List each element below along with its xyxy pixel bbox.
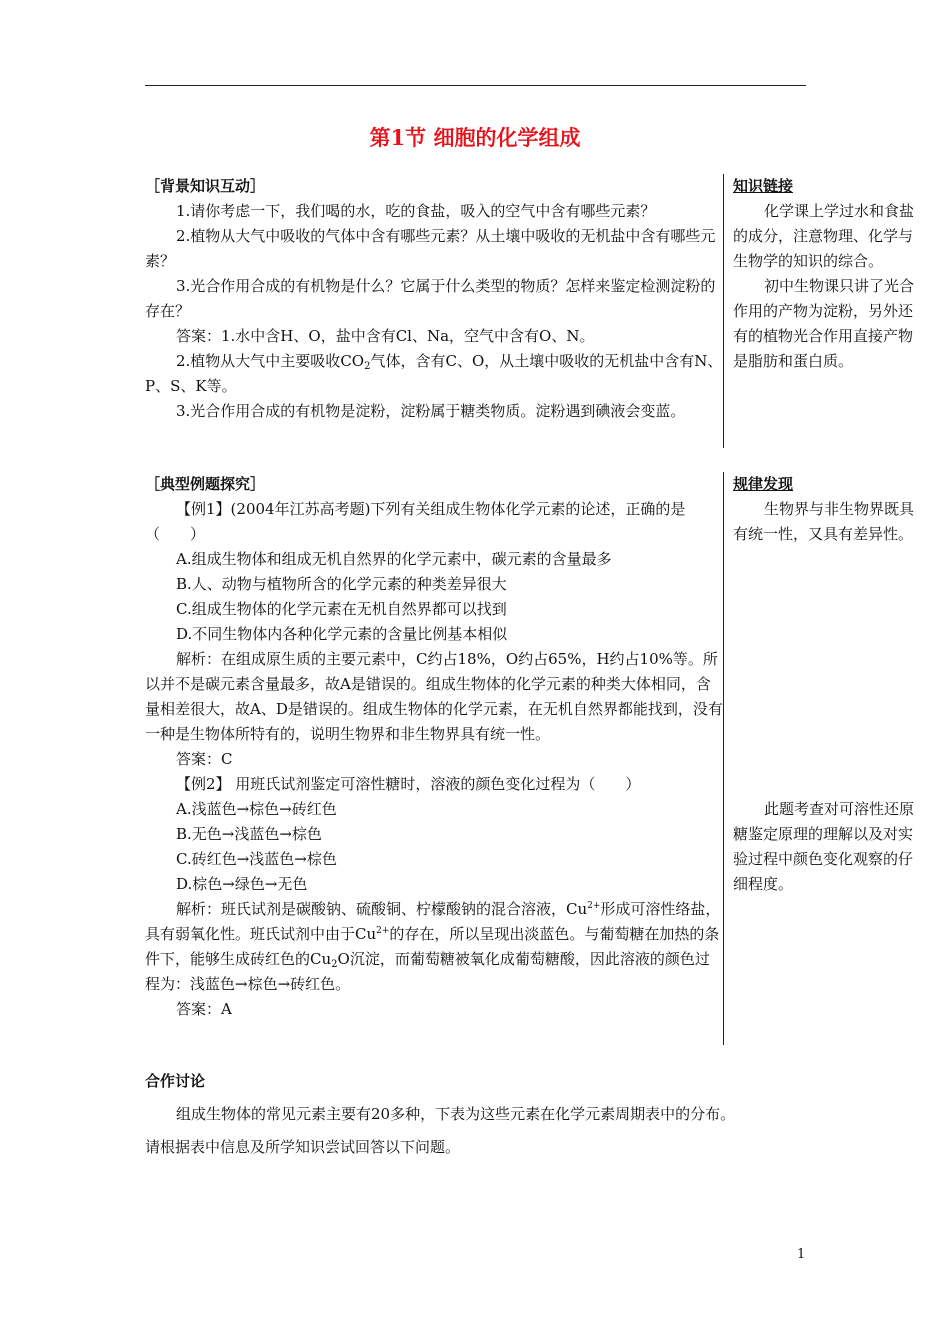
example-1-option-c: C.组成生物体的化学元素在无机自然界都可以找到 bbox=[176, 600, 507, 618]
section-heading: ［背景知识互动］ bbox=[145, 177, 266, 195]
example-2-option-a: A.浅蓝色→棕色→砖红色 bbox=[176, 800, 337, 818]
example-1-stem: 【例1】(2004年江苏高考题)下列有关组成生物体化学元素的论述，正确的是（ ） bbox=[145, 500, 686, 543]
example-2-option-c: C.砖红色→浅蓝色→棕色 bbox=[176, 850, 337, 868]
question-1: 1.请你考虑一下，我们喝的水，吃的食盐，吸入的空气中含有哪些元素？ bbox=[176, 202, 656, 220]
note-paragraph: 化学课上学过水和食盐的成分，注意物理、化学与生物学的知识的综合。 bbox=[733, 202, 915, 270]
knowledge-link-note bbox=[733, 174, 926, 374]
example-2-analysis: 解析：班氏试剂是碳酸钠、硫酸铜、柠檬酸钠的混合溶液，$Cu^{2+}$形成可溶性络盐，具有弱氧化性。班氏试剂中由于$Cu^{2+}$的存在，所以呈现出淡蓝色。与葡萄糖在加热的条件下，能够生成砖红色的$Cu_2O$沉淀，而葡萄糖被氧化成葡萄糖酸，因此溶液的颜色过程为：浅蓝色→棕色→砖红色。 bbox=[145, 900, 721, 993]
question-2: 2.植物从大气中吸收的气体中含有哪些元素？从土壤中吸收的无机盐中含有哪些元素？ bbox=[145, 227, 716, 270]
margin-divider bbox=[723, 174, 724, 448]
example-1-analysis: 解析：在组成原生质的主要元素中，C约占18%，O约占65%，H约占10%等。所以并不是碳元素含量最多，故A是错误的。组成生物体的化学元素的种类大体相同，含量相差很大，故A、D是错误的。组成生物体的化学元素，在无机自然界都能找到，没有一种是生物体所特有的，说明生物界和非生物界具有统一性。 bbox=[145, 650, 723, 743]
page-title: 第1节 细胞的化学组成 bbox=[369, 125, 581, 150]
note-paragraph: 生物界与非生物界既具有统一性，又具有差异性。 bbox=[733, 500, 915, 543]
discussion-paragraph: 组成生物体的常见元素主要有20多种，下表为这些元素在化学元素周期表中的分布。 bbox=[176, 1105, 736, 1123]
question-3: 3.光合作用合成的有机物是什么？它属于什么类型的物质？怎样来鉴定检测淀粉的存在？ bbox=[145, 277, 716, 320]
example-1-option-b: B.人、动物与植物所含的化学元素的种类差异很大 bbox=[176, 575, 507, 593]
answer-3: 3.光合作用合成的有机物是淀粉，淀粉属于糖类物质。淀粉遇到碘液会变蓝。 bbox=[176, 402, 686, 420]
header-rule bbox=[145, 85, 806, 86]
note-paragraph: 此题考查对可溶性还原糖鉴定原理的理解以及对实验过程中颜色变化观察的仔细程度。 bbox=[733, 800, 915, 893]
answer-2: 2.植物从大气中主要吸收$CO_2$气体，含有C、O，从土壤中吸收的无机盐中含有N、P、S、K等。 bbox=[145, 352, 723, 395]
example-2-option-b: B.无色→浅蓝色→棕色 bbox=[176, 825, 322, 843]
example-1-answer: 答案：C bbox=[176, 750, 233, 768]
example-1-option-a: A.组成生物体和组成无机自然界的化学元素中，碳元素的含量最多 bbox=[176, 550, 612, 568]
example-2-stem: 【例2】 用班氏试剂鉴定可溶性糖时，溶液的颜色变化过程为（ ） bbox=[176, 775, 641, 793]
page-number: 1 bbox=[797, 1247, 806, 1262]
answer-1: 答案：1.水中含H、O，盐中含有Cl、Na，空气中含有O、N。 bbox=[176, 327, 595, 345]
note-paragraph: 初中生物课只讲了光合作用的产物为淀粉，另外还有的植物光合作用直接产物是脂肪和蛋白质。 bbox=[733, 277, 915, 370]
rule-discovery-note bbox=[733, 472, 926, 547]
example-2-option-d: D.棕色→绿色→无色 bbox=[176, 875, 308, 893]
note-label: 规律发现 bbox=[733, 475, 794, 493]
background-knowledge-section bbox=[145, 174, 723, 424]
example-2-note bbox=[733, 797, 926, 897]
discussion-paragraph: 请根据表中信息及所学知识尝试回答以下问题。 bbox=[145, 1138, 461, 1156]
note-label: 知识链接 bbox=[733, 177, 794, 195]
section-heading: 合作讨论 bbox=[145, 1072, 206, 1090]
typical-examples-section bbox=[145, 472, 723, 1022]
discussion-section bbox=[145, 1069, 825, 1160]
example-1-option-d: D.不同生物体内各种化学元素的含量比例基本相似 bbox=[176, 625, 508, 643]
margin-divider bbox=[723, 472, 724, 1045]
example-2-answer: 答案：A bbox=[176, 1000, 232, 1018]
section-heading: ［典型例题探究］ bbox=[145, 475, 266, 493]
